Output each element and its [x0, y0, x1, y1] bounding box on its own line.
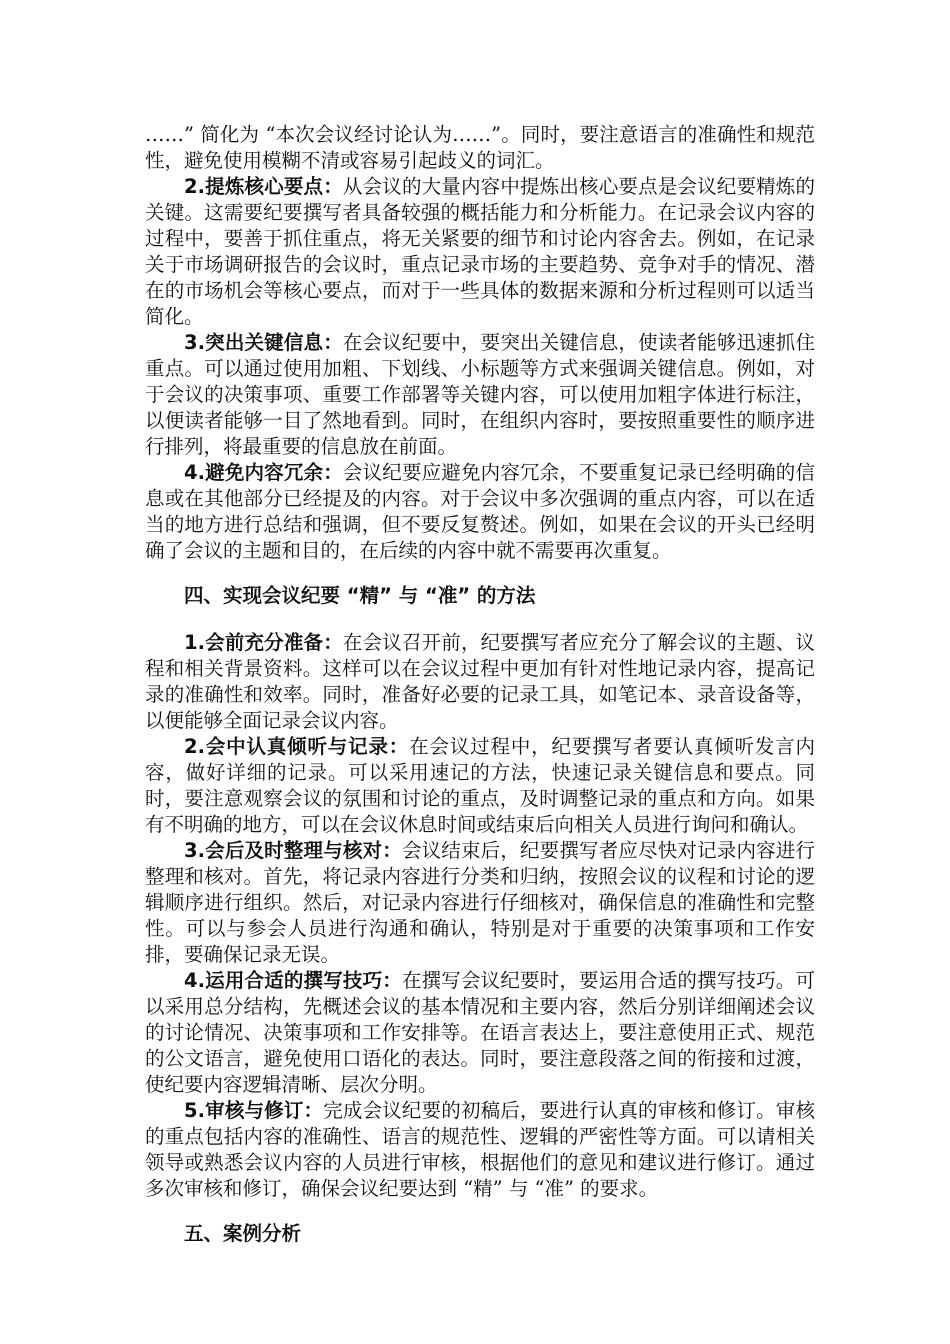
method-5-lead: 5.审核与修订： — [184, 1099, 324, 1122]
method-4-lead: 4.运用合适的撰写技巧： — [184, 969, 402, 992]
section-5-heading: 五、案例分析 — [184, 1222, 302, 1245]
section-4-heading: 四、实现会议纪要 “精” 与 “准” 的方法 — [184, 584, 536, 607]
method-1-lead: 1.会前充分准备： — [184, 631, 343, 654]
point-3-paragraph — [145, 330, 815, 460]
method-1-text: 在会议召开前，纪要撰写者应充分了解会议的主题、议程和相关背景资料。这样可以在会议过程中更加有针对性地记录内容，提高记录的准确性和效率。同时，准备好必要的记录工具，如笔记本、录音设备等，以便能够全面记录会议内容。 — [145, 631, 815, 732]
point-3-text: 在会议纪要中，要突出关键信息，使读者能够迅速抓住重点。可以通过使用加粗、下划线、小标题等方式来强调关键信息。例如，对于会议的决策事项、重要工作部署等关键内容，可以使用加粗字体进行标注，以便读者能够一目了然地看到。同时，在组织内容时，要按照重要性的顺序进行排列，将最重要的信息放在前面。 — [145, 331, 815, 458]
method-2-text: 在会议过程中，纪要撰写者要认真倾听发言内容，做好详细的记录。可以采用速记的方法，快速记录关键信息和要点。同时，要注意观察会议的氛围和讨论的重点，及时调整记录的重点和方向。如果有不明确的地方，可以在会议休息时间或结束后向相关人员进行询问和确认。 — [145, 735, 815, 836]
method-5-paragraph — [145, 1098, 815, 1202]
point-3-lead: 3.突出关键信息： — [184, 331, 343, 354]
method-4-paragraph — [145, 968, 815, 1098]
method-1-paragraph — [145, 630, 815, 734]
method-5-text: 完成会议纪要的初稿后，要进行认真的审核和修订。审核的重点包括内容的准确性、语言的规范性、逻辑的严密性等方面。可以请相关领导或熟悉会议内容的人员进行审核，根据他们的意见和建议进行修订。通过多次审核和修订，确保会议纪要达到 “精” 与 “准” 的要求。 — [145, 1099, 815, 1200]
point-4-paragraph — [145, 460, 815, 564]
method-2-lead: 2.会中认真倾听与记录： — [184, 735, 410, 758]
point-4-lead: 4.避免内容冗余： — [184, 461, 343, 484]
intro-paragraph: ……” 简化为 “本次会议经讨论认为……”。同时，要注意语言的准确性和规范性，避免使用模糊不清或容易引起歧义的词汇。 — [145, 123, 815, 172]
method-3-text: 会议结束后，纪要撰写者应尽快对记录内容进行整理和核对。首先，将记录内容进行分类和归纳，按照会议的议程和讨论的逻辑顺序进行组织。然后，对记录内容进行仔细核对，确保信息的准确性和完整性。可以与参会人员进行沟通和确认，特别是对于重要的决策事项和工作安排，要确保记录无误。 — [145, 839, 815, 966]
method-2-paragraph — [145, 734, 815, 838]
method-4-text: 在撰写会议纪要时，要运用合适的撰写技巧。可以采用总分结构，先概述会议的基本情况和主要内容，然后分别详细阐述会议的讨论情况、决策事项和工作安排等。在语言表达上，要注意使用正式、规范的公文语言，避免使用口语化的表达。同时，要注意段落之间的衔接和过渡，使纪要内容逻辑清晰、层次分明。 — [145, 969, 815, 1096]
point-2-text: 从会议的大量内容中提炼出核心要点是会议纪要精炼的关键。这需要纪要撰写者具备较强的概括能力和分析能力。在记录会议内容的过程中，要善于抓住重点，将无关紧要的细节和讨论内容舍去。例如，在记录关于市场调研报告的会议时，重点记录市场的主要趋势、竞争对手的情况、潜在的市场机会等核心要点，而对于一些具体的数据来源和分析过程则可以适当简化。 — [145, 175, 815, 328]
point-2-paragraph — [145, 174, 815, 330]
method-3-paragraph — [145, 838, 815, 968]
point-2-lead: 2.提炼核心要点： — [184, 175, 343, 198]
method-3-lead: 3.会后及时整理与核对： — [184, 839, 402, 862]
point-4-text: 会议纪要应避免内容冗余，不要重复记录已经明确的信息或在其他部分已经提及的内容。对于会议中多次强调的重点内容，可以在适当的地方进行总结和强调，但不要反复赘述。例如，如果在会议的开头已经明确了会议的主题和目的，在后续的内容中就不需要再次重复。 — [145, 461, 815, 562]
document-page — [145, 122, 815, 1247]
